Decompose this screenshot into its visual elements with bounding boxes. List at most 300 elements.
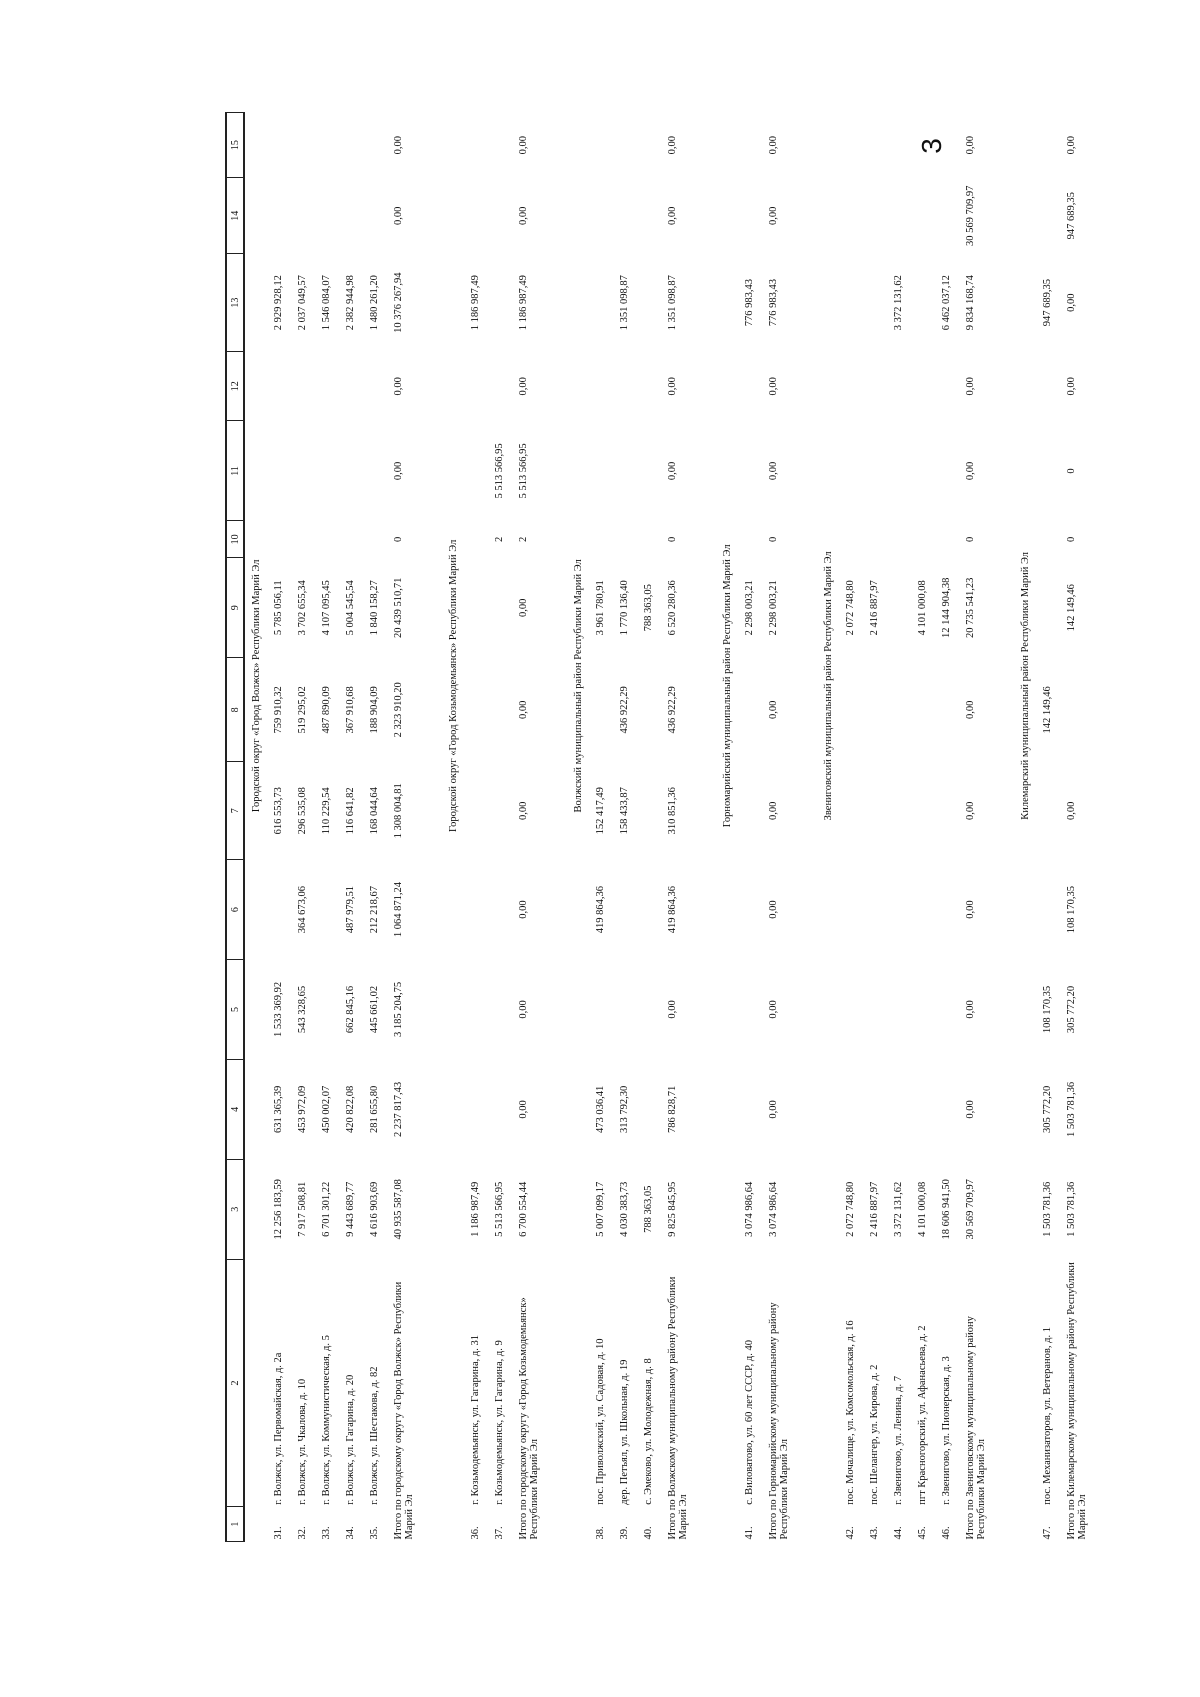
table-row [469, 113, 493, 1542]
cell-c4 [493, 1059, 517, 1159]
total-c11: 0,00 [393, 461, 404, 481]
column-header-10: 10 [226, 521, 244, 558]
row-number: 35. [369, 1526, 380, 1540]
section-title: Волжский муниципальный район Республики Марий Эл [573, 559, 584, 813]
total-c3: 1 503 781,36 [1066, 1181, 1077, 1237]
total-c5: 305 772,20 [1066, 985, 1077, 1034]
cell-c6: 487 979,51 [345, 885, 356, 934]
section-title: Горномарийский муниципальный район Республики Марий Эл [722, 544, 733, 828]
row-address: пос. Мочалище, ул. Комсомольская, д. 16 [845, 1320, 856, 1505]
total-c13: 10 376 267,94 [393, 272, 404, 333]
cell-c15 [320, 113, 344, 178]
total-c15: 0,00 [1066, 135, 1077, 155]
total-c5: 0,00 [965, 1000, 976, 1019]
cell-c11 [368, 421, 392, 521]
total-c5: 0,00 [768, 1000, 779, 1019]
total-c10: 0 [393, 536, 404, 542]
total-c4: 0,00 [965, 1100, 976, 1119]
spacer-row [430, 113, 442, 1542]
total-c3: 3 074 986,64 [768, 1181, 779, 1237]
cell-c11 [868, 421, 892, 521]
row-number: 43. [869, 1526, 880, 1540]
cell-c4 [642, 1059, 666, 1159]
cell-c4 [868, 1059, 892, 1159]
cell-c13: 776 983,43 [744, 279, 755, 327]
cell-c3: 4 030 383,73 [619, 1181, 630, 1237]
cell-c4: 305 772,20 [1042, 1085, 1053, 1133]
total-c7: 0,00 [518, 801, 529, 820]
cell-c5 [916, 960, 940, 1060]
total-c10: 0 [768, 536, 779, 542]
cell-c8: 519 295,02 [297, 686, 308, 734]
cell-c13: 947 689,35 [1042, 279, 1053, 327]
row-number: 40. [643, 1526, 654, 1540]
cell-c14 [272, 178, 296, 254]
cell-c3: 1 186 987,49 [470, 1181, 481, 1237]
cell-c4: 453 972,09 [297, 1085, 308, 1133]
cell-c12 [1041, 352, 1065, 421]
cell-c10 [320, 521, 344, 558]
cell-c12 [940, 352, 964, 421]
cell-c15 [344, 113, 368, 178]
table-row [320, 113, 344, 1542]
cell-c7 [493, 762, 517, 860]
total-c12: 0,00 [518, 377, 529, 396]
total-c9: 2 298 003,21 [768, 580, 779, 636]
cell-c10 [743, 521, 767, 558]
total-row [964, 113, 1002, 1542]
section-spacer [442, 1507, 469, 1542]
cell-c7: 116 641,82 [345, 787, 356, 835]
total-c15: 0,00 [965, 135, 976, 155]
row-address: пгт Красногорский, ул. Афанасьева, д. 2 [917, 1325, 928, 1505]
total-c14: 947 689,35 [1066, 192, 1077, 240]
cell-c7: 296 535,08 [297, 787, 308, 835]
cell-c7 [1041, 762, 1065, 860]
cell-c11 [618, 421, 642, 521]
total-c3: 9 825 845,95 [667, 1181, 678, 1237]
cell-c12 [368, 352, 392, 421]
cell-c10 [594, 521, 618, 558]
cell-c12 [594, 352, 618, 421]
cell-c9: 2 072 748,80 [845, 580, 856, 636]
cell-c11 [344, 421, 368, 521]
cell-c14 [940, 178, 964, 254]
cell-c4: 313 792,30 [619, 1085, 630, 1133]
total-c3: 40 935 587,08 [393, 1179, 404, 1240]
cell-c15 [1041, 113, 1065, 178]
total-c9: 142 149,46 [1066, 584, 1077, 632]
row-number: 39. [619, 1526, 630, 1540]
spacer-row [704, 113, 716, 1542]
cell-c5: 1 533 369,92 [273, 981, 284, 1038]
section-spacer [716, 1259, 743, 1507]
total-c12: 0,00 [667, 377, 678, 396]
cell-c5 [940, 960, 964, 1060]
cell-c6 [642, 860, 666, 960]
total-label: Итого по городскому округу «Город Волжск» Республики Марий Эл [393, 1281, 415, 1540]
page-number: 3 [916, 138, 947, 154]
column-header-9: 9 [226, 558, 244, 658]
cell-c9 [892, 558, 916, 658]
total-row [767, 113, 805, 1542]
total-label: Итого по Килемарскому муниципальному району Республики Марий Эл [1066, 1262, 1088, 1540]
cell-c9: 1 770 136,40 [619, 580, 630, 636]
cell-c12 [916, 352, 940, 421]
data-table [225, 112, 1115, 1542]
total-c8: 0,00 [518, 700, 529, 719]
column-header-12: 12 [226, 352, 244, 421]
cell-c11 [642, 421, 666, 521]
total-c7: 0,00 [1066, 801, 1077, 820]
spacer-row [1002, 113, 1014, 1542]
table-row [272, 113, 296, 1542]
row-address: с. Виловатово, ул. 60 лет СССР, д. 40 [744, 1340, 755, 1505]
total-c8: 0,00 [965, 700, 976, 719]
total-label: Итого по Звениговскому муниципальному району Республики Марий Эл [965, 1316, 987, 1540]
total-c15: 0,00 [667, 135, 678, 155]
section-title: Городской округ «Город Волжск» Республики Марий Эл [251, 559, 262, 813]
cell-c5 [743, 960, 767, 1060]
cell-c15 [844, 113, 868, 178]
cell-c3: 2 416 887,97 [869, 1181, 880, 1237]
cell-c10 [892, 521, 916, 558]
total-c7: 310 851,36 [667, 787, 678, 835]
spacer [1103, 113, 1115, 1542]
cell-c13: 3 372 131,62 [893, 275, 904, 331]
total-c8 [1065, 658, 1103, 762]
cell-c13 [844, 254, 868, 352]
column-header-3: 3 [226, 1159, 244, 1259]
cell-c5 [594, 960, 618, 1060]
cell-c12 [844, 352, 868, 421]
cell-c4 [916, 1059, 940, 1159]
column-header-15: 15 [226, 113, 244, 178]
spacer [1002, 113, 1014, 1542]
total-c6: 1 064 871,24 [393, 882, 404, 938]
cell-c12 [272, 352, 296, 421]
cell-c6 [844, 860, 868, 960]
row-address: г. Волжск, ул. Гагарина, д. 20 [345, 1374, 356, 1505]
cell-c11 [940, 421, 964, 521]
cell-c7 [642, 762, 666, 860]
total-c6: 0,00 [965, 900, 976, 919]
total-c3: 6 700 554,44 [518, 1181, 529, 1237]
cell-c13: 1 546 084,07 [321, 275, 332, 331]
section-spacer [1014, 1507, 1041, 1542]
cell-c14 [368, 178, 392, 254]
cell-c10: 2 [494, 536, 505, 542]
cell-c9: 788 363,05 [643, 584, 654, 632]
total-c13: 0,00 [1066, 293, 1077, 312]
section-title: Килемарский муниципальный район Республики Марий Эл [1020, 551, 1031, 820]
cell-c5 [844, 960, 868, 1060]
cell-c13 [493, 254, 517, 352]
table-row [493, 113, 517, 1542]
section-header-row [1014, 113, 1041, 1542]
cell-c8: 436 922,29 [619, 686, 630, 734]
cell-c8: 142 149,46 [1042, 686, 1053, 734]
column-header-2: 2 [226, 1259, 244, 1507]
cell-c13: 1 351 098,87 [619, 275, 630, 331]
cell-c7 [743, 762, 767, 860]
cell-c8 [469, 658, 493, 762]
cell-c7 [940, 762, 964, 860]
total-c5: 3 185 204,75 [393, 981, 404, 1038]
cell-c14 [344, 178, 368, 254]
cell-c15 [642, 113, 666, 178]
total-c11: 0,00 [965, 461, 976, 481]
row-number: 42. [845, 1526, 856, 1540]
cell-c11 [296, 421, 320, 521]
cell-c14 [743, 178, 767, 254]
total-c15: 0,00 [518, 135, 529, 155]
cell-c5 [892, 960, 916, 1060]
row-number: 36. [470, 1526, 481, 1540]
cell-c9: 3 961 780,91 [595, 580, 606, 636]
section-header-row [244, 113, 272, 1542]
cell-c3: 3 372 131,62 [893, 1181, 904, 1237]
row-address: пос. Шелангер, ул. Кирова, д. 2 [869, 1364, 880, 1505]
total-c12: 0,00 [965, 377, 976, 396]
cell-c9: 1 840 158,27 [369, 580, 380, 636]
total-c8: 2 323 910,20 [393, 682, 404, 738]
section-spacer [567, 1259, 594, 1507]
table-row [844, 113, 868, 1542]
cell-c15 [493, 113, 517, 178]
cell-c8 [642, 658, 666, 762]
cell-c3: 788 363,05 [643, 1185, 654, 1233]
cell-c3: 7 917 508,81 [297, 1181, 308, 1237]
total-c7: 0,00 [768, 801, 779, 820]
row-address: г. Волжск, ул. Чкалова, д. 10 [297, 1378, 308, 1505]
total-c14: 0,00 [393, 206, 404, 225]
table-row [642, 113, 666, 1542]
cell-c14 [296, 178, 320, 254]
section-spacer [442, 1259, 469, 1507]
section-header-row [442, 113, 469, 1542]
spacer [805, 113, 817, 1542]
total-c4: 0,00 [768, 1100, 779, 1119]
cell-c13 [868, 254, 892, 352]
cell-c7: 168 044,64 [369, 787, 380, 835]
cell-c5: 543 328,65 [297, 985, 308, 1034]
total-row [1065, 113, 1103, 1542]
cell-c14 [916, 178, 940, 254]
total-c5: 0,00 [518, 1000, 529, 1019]
section-spacer [817, 1507, 844, 1542]
cell-c8: 487 890,09 [321, 686, 332, 734]
cell-c13: 2 382 944,98 [345, 275, 356, 331]
cell-c9 [493, 558, 517, 658]
table-row [892, 113, 916, 1542]
cell-c3: 9 443 689,77 [345, 1181, 356, 1237]
cell-c9 [469, 558, 493, 658]
total-c11: 0,00 [768, 461, 779, 481]
section-title: Звениговский муниципальный район Республики Марий Эл [823, 551, 834, 821]
section-spacer [817, 1259, 844, 1507]
total-c13: 1 186 987,49 [518, 275, 529, 331]
table-row [868, 113, 892, 1542]
cell-c14 [642, 178, 666, 254]
section-spacer [244, 1259, 272, 1507]
cell-c7 [868, 762, 892, 860]
cell-c6 [493, 860, 517, 960]
cell-c12 [642, 352, 666, 421]
total-c14: 0,00 [768, 206, 779, 225]
row-address: г. Волжск, ул. Первомайская, д. 2а [273, 1352, 284, 1505]
section-header-row [817, 113, 844, 1542]
total-c9: 0,00 [518, 598, 529, 617]
total-row [666, 113, 704, 1542]
cell-c11 [916, 421, 940, 521]
total-c7: 0,00 [965, 801, 976, 820]
cell-c11 [844, 421, 868, 521]
total-c14: 30 569 709,97 [965, 185, 976, 246]
total-c11: 0,00 [667, 461, 678, 481]
spacer [704, 113, 716, 1542]
total-c8: 0,00 [768, 700, 779, 719]
cell-c11 [272, 421, 296, 521]
cell-c9: 12 144 904,38 [941, 577, 952, 638]
cell-c6 [892, 860, 916, 960]
row-address: пос. Приволжский, ул. Садовая, д. 10 [595, 1338, 606, 1505]
total-c14: 0,00 [667, 206, 678, 225]
total-c11: 0 [1066, 468, 1077, 474]
total-c9: 6 520 280,36 [667, 580, 678, 636]
cell-c5 [868, 960, 892, 1060]
row-address: г. Волжск, ул. Шестакова, д. 82 [369, 1366, 380, 1505]
cell-c12 [618, 352, 642, 421]
cell-c10 [618, 521, 642, 558]
total-c13: 776 983,43 [768, 279, 779, 327]
cell-c15 [618, 113, 642, 178]
cell-c13: 2 037 049,57 [297, 275, 308, 331]
cell-c6 [940, 860, 964, 960]
cell-c15 [469, 113, 493, 178]
row-number: 33. [321, 1526, 332, 1540]
cell-c6 [1041, 860, 1065, 960]
cell-c11 [892, 421, 916, 521]
cell-c9: 2 298 003,21 [744, 580, 755, 636]
cell-c10 [469, 521, 493, 558]
row-address: дер. Петъял, ул. Школьная, д. 19 [619, 1359, 630, 1505]
cell-c7 [469, 762, 493, 860]
cell-c10 [368, 521, 392, 558]
cell-c14 [618, 178, 642, 254]
cell-c14 [320, 178, 344, 254]
cell-c10 [344, 521, 368, 558]
cell-c7 [844, 762, 868, 860]
cell-c14 [469, 178, 493, 254]
total-c4: 2 237 817,43 [393, 1081, 404, 1137]
cell-c9 [1041, 558, 1065, 658]
total-label: Итого по Волжскому муниципальному району Республики Марий Эл [667, 1276, 689, 1540]
cell-c8 [892, 658, 916, 762]
cell-c4: 631 365,39 [273, 1085, 284, 1133]
cell-c4: 473 036,41 [595, 1085, 606, 1133]
cell-c4 [892, 1059, 916, 1159]
cell-c10 [272, 521, 296, 558]
cell-c12 [868, 352, 892, 421]
row-number: 46. [941, 1526, 952, 1540]
total-c4: 1 503 781,36 [1066, 1081, 1077, 1137]
cell-c8 [493, 658, 517, 762]
cell-c4: 281 655,80 [369, 1085, 380, 1133]
row-address: г. Звенигово, ул. Ленина, д. 7 [893, 1376, 904, 1505]
cell-c9: 4 101 000,08 [917, 580, 928, 636]
cell-c11 [594, 421, 618, 521]
table-row [1041, 113, 1065, 1542]
cell-c9: 2 416 887,97 [869, 580, 880, 636]
row-number: 45. [917, 1526, 928, 1540]
cell-c11 [1041, 421, 1065, 521]
row-number: 47. [1042, 1526, 1053, 1540]
cell-c15 [868, 113, 892, 178]
total-c12: 0,00 [768, 377, 779, 396]
cell-c14 [1041, 178, 1065, 254]
cell-c6: 212 218,67 [369, 885, 380, 934]
cell-c5 [642, 960, 666, 1060]
section-spacer [716, 1507, 743, 1542]
total-c12: 0,00 [1066, 377, 1077, 396]
cell-c4 [469, 1059, 493, 1159]
cell-c9: 4 107 095,45 [321, 580, 332, 636]
row-number: 41. [744, 1526, 755, 1540]
section-spacer [567, 1507, 594, 1542]
column-header-11: 11 [226, 421, 244, 521]
cell-c10 [844, 521, 868, 558]
spacer [555, 113, 567, 1542]
row-address: г. Волжск, ул. Коммунистическая, д. 5 [321, 1335, 332, 1505]
total-c4: 786 828,71 [667, 1085, 678, 1133]
cell-c3: 3 074 986,64 [744, 1181, 755, 1237]
total-label: Итого по Горномарийскому муниципальному району Республики Марий Эл [768, 1302, 790, 1540]
cell-c12 [743, 352, 767, 421]
total-c11: 5 513 566,95 [518, 443, 529, 499]
cell-c5: 108 170,35 [1042, 985, 1053, 1034]
section-title: Городской округ «Город Козьмодемьянск» Республики Марий Эл [448, 539, 459, 833]
cell-c13 [916, 254, 940, 352]
column-header-1: 1 [226, 1507, 244, 1542]
cell-c15 [743, 113, 767, 178]
total-c10: 0 [1066, 536, 1077, 542]
cell-c3: 5 007 099,17 [595, 1181, 606, 1237]
cell-c5: 445 661,02 [369, 985, 380, 1034]
cell-c12 [892, 352, 916, 421]
cell-c4: 420 822,08 [345, 1085, 356, 1133]
cell-c15 [940, 113, 964, 178]
table-row [743, 113, 767, 1542]
total-c15: 0,00 [768, 135, 779, 155]
total-c10: 2 [518, 536, 529, 542]
rotated-table-container [225, 112, 1088, 1542]
column-header-7: 7 [226, 762, 244, 860]
cell-c8: 188 904,09 [369, 686, 380, 734]
cell-c7: 616 553,73 [273, 787, 284, 835]
cell-c13 [594, 254, 618, 352]
table-row [940, 113, 964, 1542]
table-row [344, 113, 368, 1542]
cell-c6 [618, 860, 642, 960]
cell-c12 [469, 352, 493, 421]
cell-c8 [868, 658, 892, 762]
cell-c3: 18 606 941,50 [941, 1179, 952, 1240]
column-header-14: 14 [226, 178, 244, 254]
cell-c15 [368, 113, 392, 178]
row-address: г. Козьмодемьянск, ул. Гагарина, д. 9 [494, 1340, 505, 1505]
cell-c3: 4 616 903,69 [369, 1181, 380, 1237]
